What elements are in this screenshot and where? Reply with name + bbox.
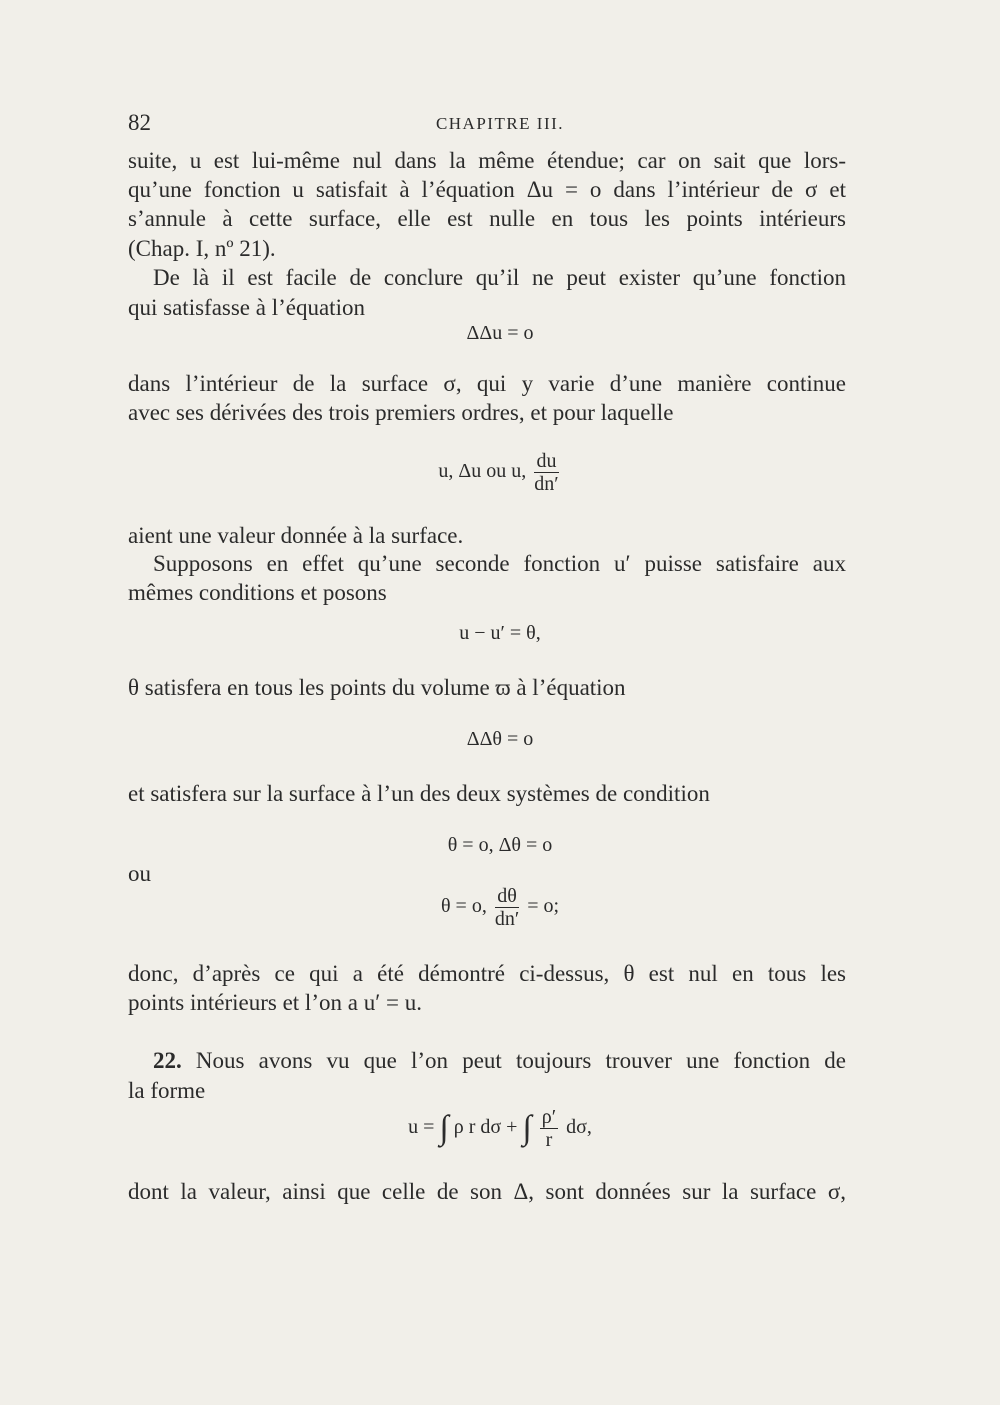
text-line-numbered: 22. Nous avons vu que l’on peut toujours trouver une fonction de: [153, 1048, 846, 1073]
text-line: avec ses dérivées des trois premiers ordres, et pour laquelle: [128, 400, 674, 425]
page-number: 82: [128, 110, 151, 135]
text-line: suite, u est lui-même nul dans la même étendue; car on sait que lors-: [128, 148, 846, 173]
text-line: s’annule à cette surface, elle est nulle en tous les points intérieurs: [128, 206, 846, 231]
text-line: qui satisfasse à l’équation: [128, 295, 365, 320]
fraction: $\frac{du}{dn'}$: [534, 450, 559, 495]
text-line: Supposons en effet qu’une seconde fonction u′ puisse satisfaire aux: [153, 551, 846, 576]
running-title: CHAPITRE III.: [435, 114, 565, 133]
equation-boundary-values: u, Δu ou u, $\frac{du}{dn'}$: [438, 450, 559, 495]
text-line: la forme: [128, 1078, 206, 1103]
text-line: aient une valeur donnée à la surface.: [128, 523, 464, 548]
equation-biharmonic-theta: ΔΔθ = o: [466, 728, 534, 750]
text-line: θ satisfera en tous les points du volume ϖ à l’équation: [128, 675, 626, 700]
text-line: et satisfera sur la surface à l’un des deux systèmes de condition: [128, 781, 710, 806]
equation-potential: u = ∫ ρ r dσ + ∫ $\frac{\rho'}{r}$ dσ,: [408, 1106, 592, 1151]
fraction: $\frac{\rho'}{r}$: [541, 1106, 557, 1151]
text-line: dans l’intérieur de la surface σ, qui y varie d’une manière continue: [128, 371, 846, 396]
text-line: donc, d’après ce qui a été démontré ci-dessus, θ est nul en tous les: [128, 961, 846, 986]
equation-system-1: θ = o, Δθ = o: [447, 834, 553, 856]
integral-sign: ∫: [439, 1109, 449, 1147]
integral-sign: ∫: [522, 1109, 532, 1147]
text-line: mêmes conditions et posons: [128, 580, 387, 605]
text-line: dont la valeur, ainsi que celle de son Δ, sont données sur la surface σ,: [128, 1179, 846, 1204]
section-number: 22.: [153, 1048, 182, 1073]
text-line: qu’une fonction u satisfait à l’équation Δu = o dans l’intérieur de σ et: [128, 177, 846, 202]
equation-biharmonic-u: ΔΔu = o: [466, 322, 534, 344]
text-ou: ou: [128, 861, 151, 886]
text-line: De là il est facile de conclure qu’il ne peut exister qu’une fonction: [153, 265, 846, 290]
equation-system-2: θ = o, $\frac{d\theta}{dn'}$ = o;: [440, 885, 560, 930]
text-line: points intérieurs et l’on a u′ = u.: [128, 990, 422, 1015]
text-line: (Chap. I, nº 21).: [128, 236, 276, 261]
fraction: $\frac{d\theta}{dn'}$: [494, 885, 520, 930]
equation-theta-def: u − u′ = θ,: [459, 622, 541, 644]
